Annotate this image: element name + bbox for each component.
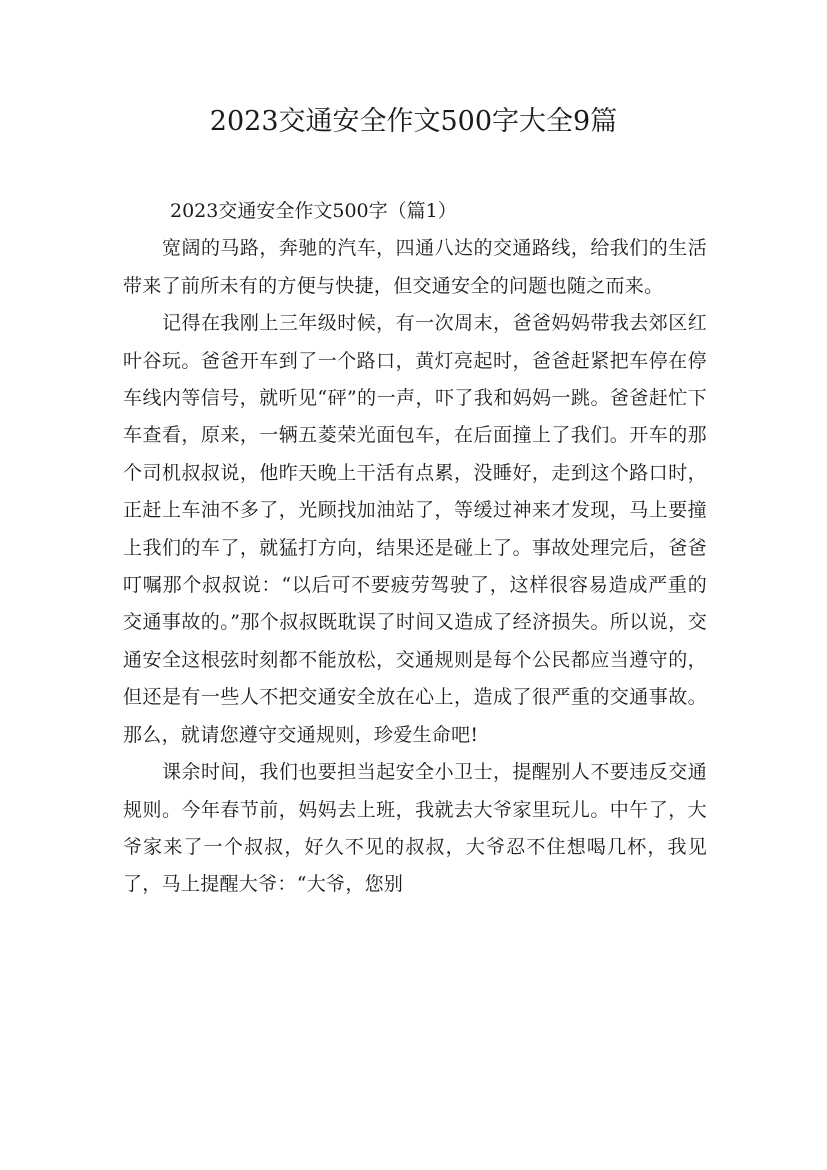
paragraph-3: 课余时间，我们也要担当起安全小卫士，提醒别人不要违反交通规则。今年春节前，妈妈去上班，我就去大爷家里玩儿。中午了，大爷家来了一个叔叔，好久不见的叔叔，大爷忍不住想喝几杯，我见了，马上提醒大爷：“大爷，您别 (123, 761, 707, 896)
paragraph-2: 记得在我刚上三年级时候，有一次周末，爸爸妈妈带我去郊区红叶谷玩。爸爸开车到了一个路口，黄灯亮起时，爸爸赶紧把车停在停车线内等信号，就听见“砰”的一声，吓了我和妈妈一跳。爸爸赶忙下车查看，原来，一辆五菱荣光面包车，在后面撞上了我们。开车的那个司机叔叔说，他昨天晚上干活有点累，没睡好，走到这个路口时，正赶上车油不多了，光顾找加油站了，等缓过神来才发现，马上要撞上我们的车了，就猛打方向，结果还是碰上了。事故处理完后，爸爸叮嘱那个叔叔说：“以后可不要疲劳驾驶了，这样很容易造成严重的交通事故的。”那个叔叔既耽误了时间又造成了经济损失。所以说，交通安全这根弦时刻都不能放松，交通规则是每个公民都应当遵守的，但还是有一些人不把交通安全放在心上，造成了很严重的交通事故。那么，就请您遵守交通规则，珍爱生命吧! (123, 312, 707, 746)
document-body (123, 193, 707, 904)
section-heading: 2023交通安全作文500字（篇1） (170, 200, 457, 222)
paragraph-1: 宽阔的马路，奔驰的汽车，四通八达的交通路线，给我们的生活带来了前所未有的方便与快捷，但交通安全的问题也随之而来。 (123, 237, 707, 297)
document-title: 2023交通安全作文500字大全9篇 (209, 106, 618, 137)
